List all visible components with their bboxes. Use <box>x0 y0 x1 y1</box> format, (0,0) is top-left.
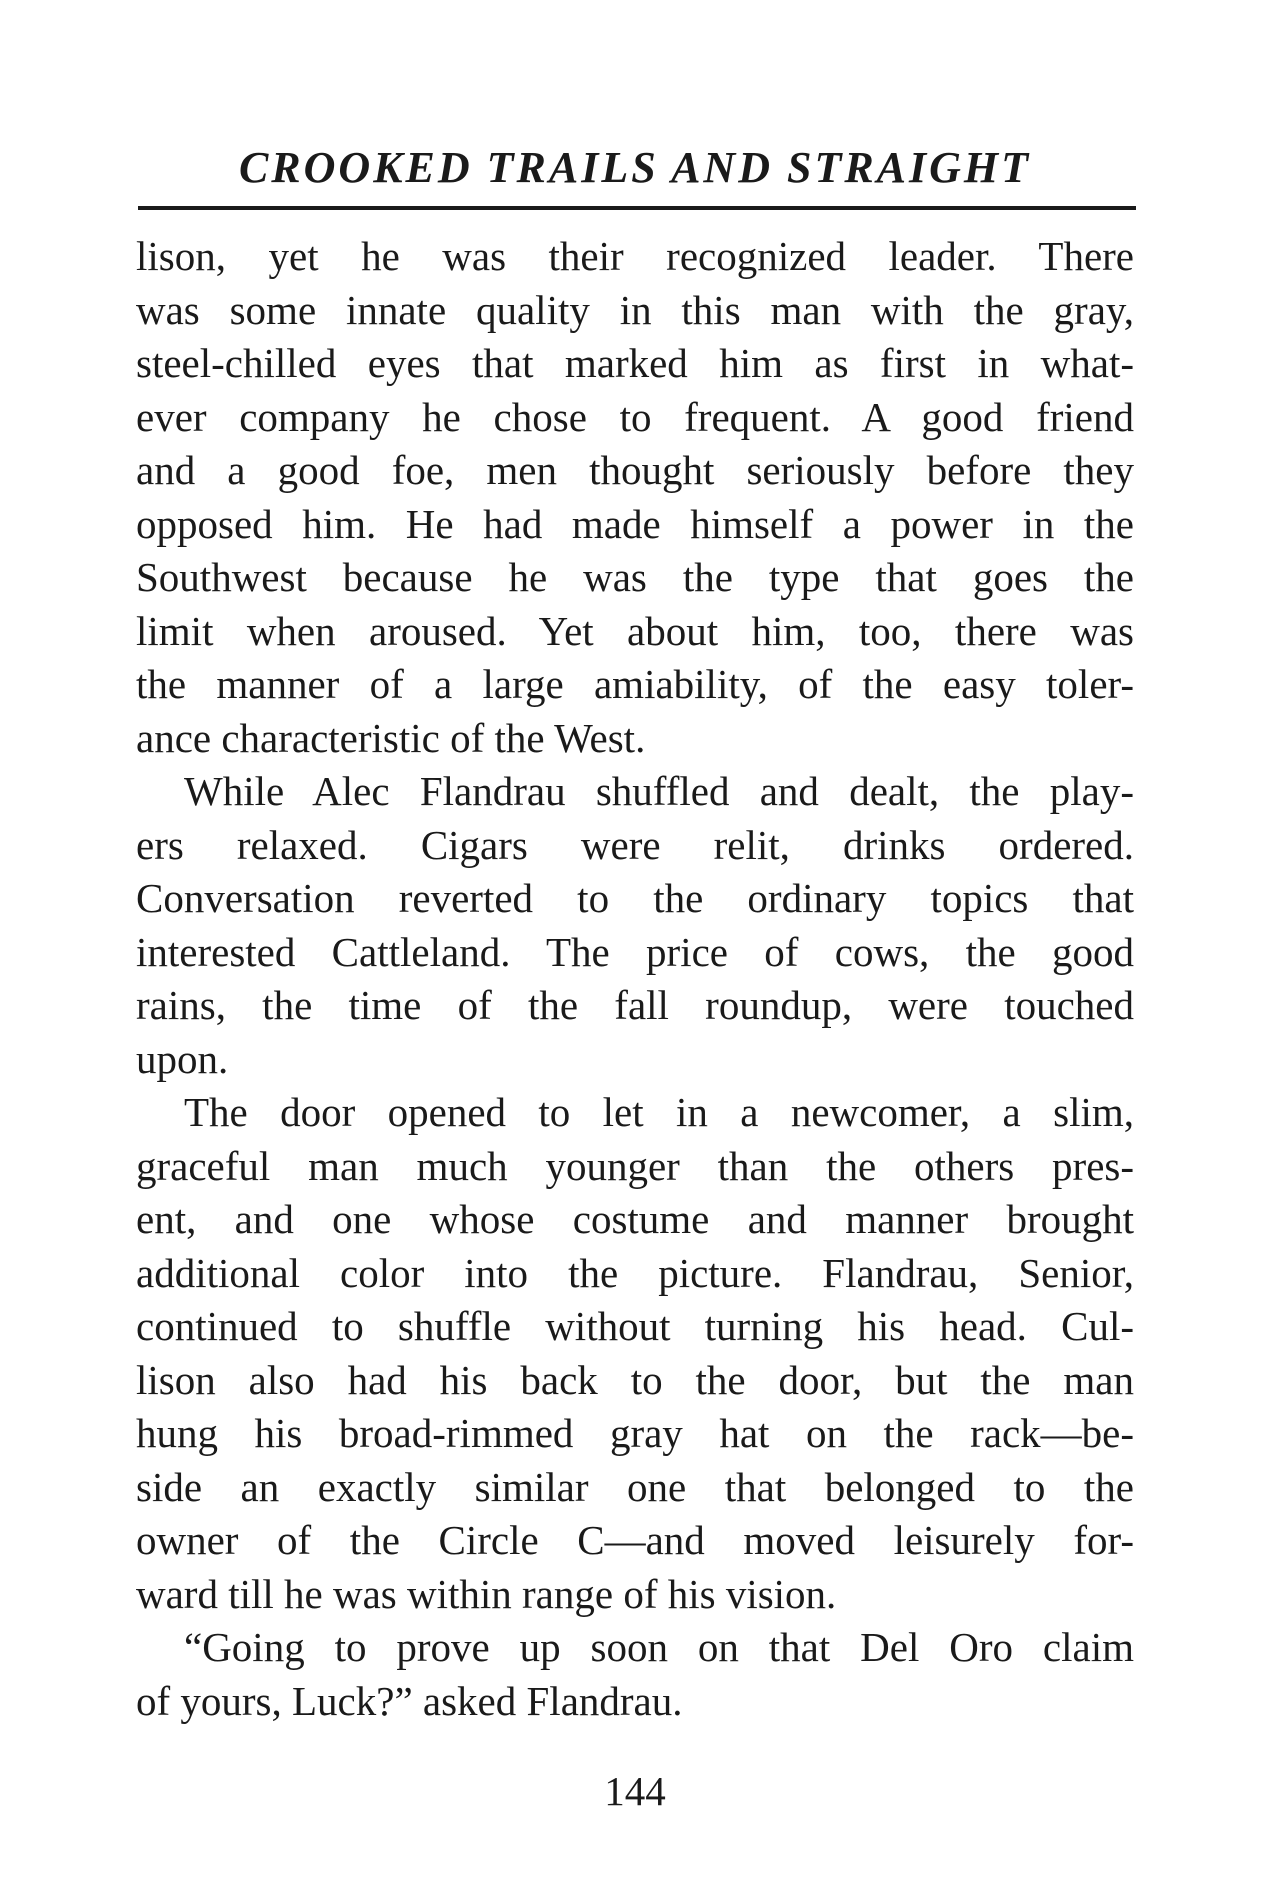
page-number: 144 <box>604 1768 666 1814</box>
text-line: ance characteristic of the West. <box>136 714 646 761</box>
text-line: the manner of a large amiability, of the easy toler- <box>136 661 1134 707</box>
text-line: ers relaxed. Cigars were relit, drinks ordered. <box>136 821 1134 868</box>
paragraph <box>136 765 1134 1086</box>
text-line: graceful man much younger than the others pres- <box>136 1142 1134 1189</box>
text-line: limit when aroused. Yet about him, too, there was <box>136 607 1134 654</box>
text-line: additional color into the picture. Flandrau, Senior, <box>136 1249 1134 1296</box>
header-rule <box>138 206 1136 210</box>
text-line: was some innate quality in this man with the gray, <box>136 286 1134 333</box>
text-line: side an exactly similar one that belonged to the <box>136 1463 1134 1510</box>
text-line: owner of the Circle C—and moved leisurely for- <box>136 1517 1134 1563</box>
text-line: continued to shuffle without turning his head. Cul- <box>136 1303 1134 1349</box>
paragraph <box>136 230 1134 765</box>
text-line: “Going to prove up soon on that Del Oro claim <box>184 1624 1134 1670</box>
text-line: Conversation reverted to the ordinary topics that <box>136 875 1134 921</box>
text-line: Southwest because he was the type that goes the <box>136 554 1134 600</box>
text-line: The door opened to let in a newcomer, a slim, <box>184 1089 1134 1135</box>
text-line: While Alec Flandrau shuffled and dealt, the play- <box>184 768 1134 814</box>
body-text <box>136 230 1134 1728</box>
text-line: upon. <box>136 1035 229 1082</box>
paragraph <box>136 1086 1134 1621</box>
text-line: ent, and one whose costume and manner brought <box>136 1196 1134 1242</box>
text-line: hung his broad-rimmed gray hat on the rack—be- <box>136 1410 1134 1456</box>
text-line: opposed him. He had made himself a power in the <box>136 500 1134 547</box>
text-line: rains, the time of the fall roundup, were touched <box>136 982 1134 1028</box>
text-line: of yours, Luck?” asked Flandrau. <box>136 1677 683 1724</box>
text-line: and a good foe, men thought seriously before they <box>136 447 1134 493</box>
text-line: lison also had his back to the door, but the man <box>136 1356 1134 1403</box>
text-line: steel-chilled eyes that marked him as first in what- <box>136 340 1134 386</box>
text-line: interested Cattleland. The price of cows, the good <box>136 928 1134 975</box>
paragraph <box>136 1621 1134 1728</box>
text-line: lison, yet he was their recognized leader. There <box>136 233 1134 279</box>
text-line: ever company he chose to frequent. A good friend <box>136 393 1134 440</box>
text-line: ward till he was within range of his vision. <box>136 1570 837 1617</box>
running-title: CROOKED TRAILS AND STRAIGHT <box>238 143 1032 192</box>
